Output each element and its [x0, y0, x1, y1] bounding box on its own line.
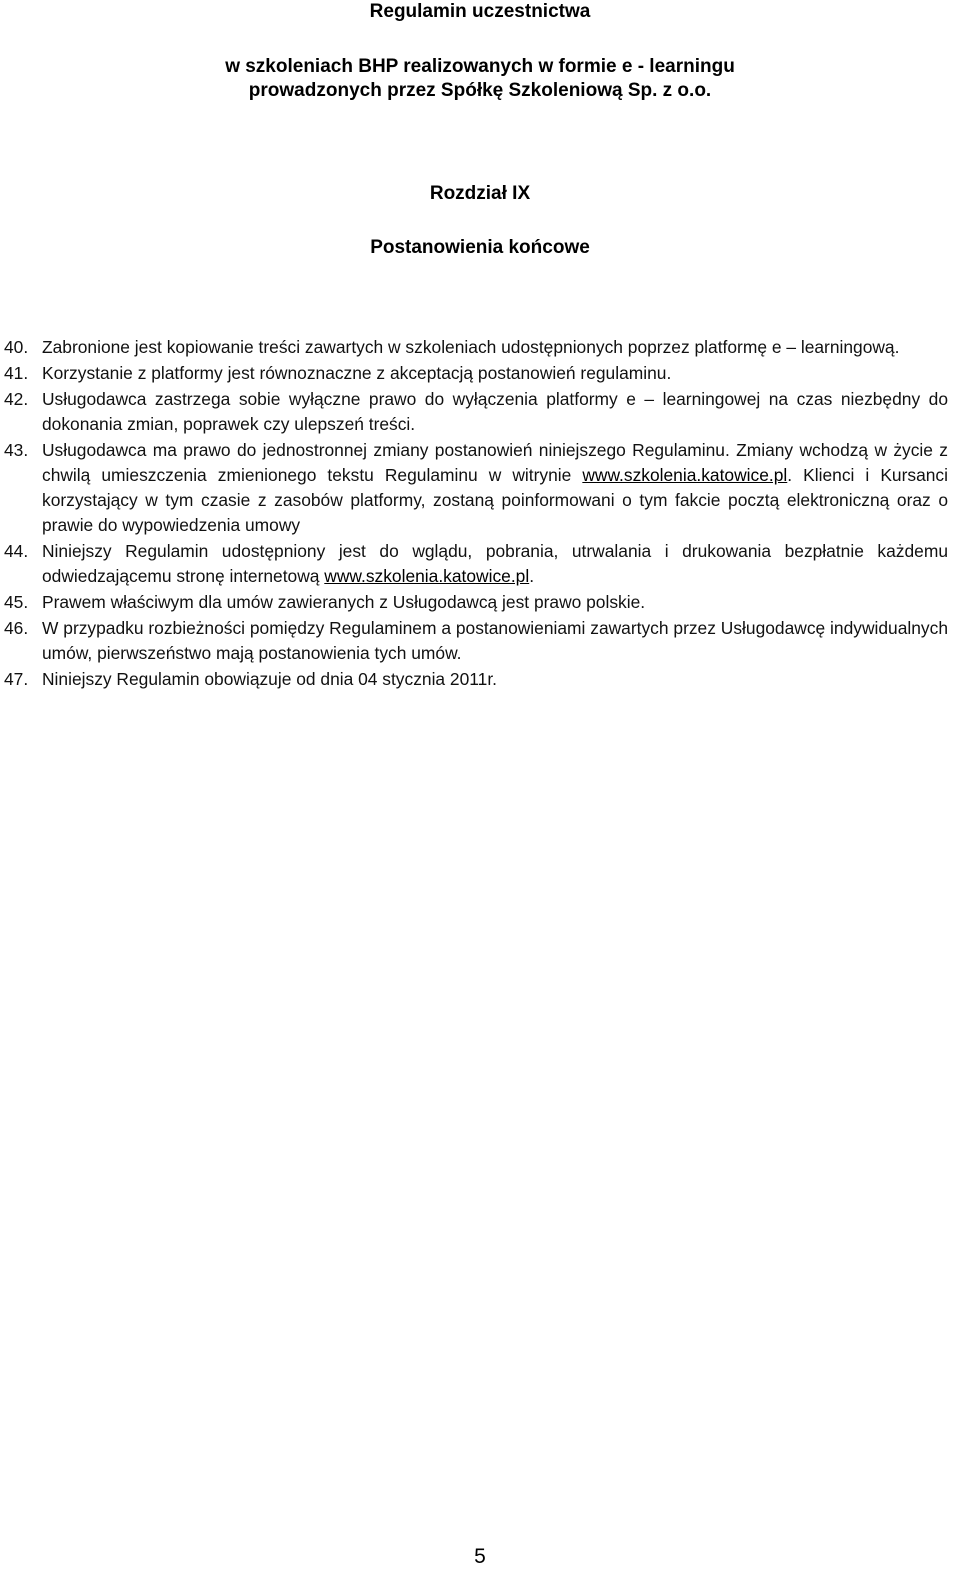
provision-text: Korzystanie z platformy jest równoznaczne z akceptacją postanowień regulaminu.	[42, 363, 672, 383]
provision-item	[4, 438, 948, 538]
provision-number: 46.	[4, 618, 29, 638]
provision-number: 47.	[4, 669, 29, 689]
document-subtitle-line-2: prowadzonych przez Spółkę Szkoleniową Sp. z o.o.	[248, 80, 712, 101]
provision-number: 42.	[4, 389, 29, 409]
document-subtitle-line-1: w szkoleniach BHP realizowanych w formie e - learningu	[225, 56, 735, 77]
provision-number: 45.	[4, 592, 29, 612]
provisions-list	[4, 335, 948, 692]
provision-text: Prawem właściwym dla umów zawieranych z Usługodawcą jest prawo polskie.	[42, 592, 646, 612]
provision-item	[4, 361, 948, 386]
provision-item	[4, 590, 948, 615]
provision-text: Niniejszy Regulamin obowiązuje od dnia 04 stycznia 2011r.	[42, 669, 497, 689]
website-link[interactable]: www.szkolenia.katowice.pl	[582, 465, 788, 485]
provision-text-after-link: . Klienci i Kursanci korzystający w tym czasie z zasobów platformy, zostaną poinformowani o tym fakcie pocztą elektroniczną oraz o prawie do wypowiedzenia umowy	[42, 465, 948, 535]
website-link[interactable]: www.szkolenia.katowice.pl	[324, 566, 530, 586]
provision-number: 43.	[4, 440, 29, 460]
provision-item	[4, 667, 948, 692]
provision-item	[4, 335, 948, 360]
provision-text-after-link: .	[529, 566, 535, 586]
provision-text: W przypadku rozbieżności pomiędzy Regulaminem a postanowieniami zawartych przez Usługodawcę indywidualnych umów, pierwszeństwo mają postanowienia tych umów.	[42, 618, 948, 663]
chapter-title: Postanowienia końcowe	[370, 237, 590, 258]
document-title: Regulamin uczestnictwa	[369, 1, 591, 22]
provision-text-before-link: Usługodawca ma prawo do jednostronnej zmiany postanowień niniejszego Regulaminu. Zmiany wchodzą w życie z chwilą umieszczenia zmienionego tekstu Regulaminu w witrynie	[42, 440, 948, 485]
provision-number: 44.	[4, 541, 29, 561]
provision-item	[4, 616, 948, 666]
provision-text: Usługodawca zastrzega sobie wyłączne prawo do wyłączenia platformy e – learningowej na czas niezbędny do dokonania zmian, poprawek czy ulepszeń treści.	[42, 389, 948, 434]
provision-item	[4, 387, 948, 437]
provision-number: 40.	[4, 337, 29, 357]
provision-text-before-link: Niniejszy Regulamin udostępniony jest do wglądu, pobrania, utrwalania i drukowania bezpłatnie każdemu odwiedzającemu stronę internetową	[42, 541, 948, 586]
chapter-number: Rozdział IX	[429, 183, 531, 204]
provision-number: 41.	[4, 363, 29, 383]
provision-item	[4, 539, 948, 589]
provision-text: Zabronione jest kopiowanie treści zawartych w szkoleniach udostępnionych poprzez platformę e – learningową.	[42, 337, 900, 357]
page-number: 5	[474, 1545, 486, 1568]
